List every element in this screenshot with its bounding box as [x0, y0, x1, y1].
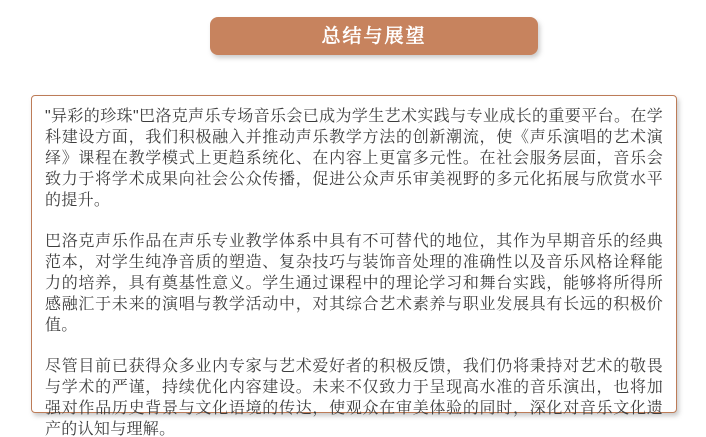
summary-title-banner: [210, 17, 538, 55]
summary-paragraph-1: "异彩的珍珠"巴洛克声乐专场音乐会已成为学生艺术实践与专业成长的重要平台。在学科建设方面，我们积极融入并推动声乐教学方法的创新潮流，使《声乐演唱的艺术演绎》课程在教学模式上更趋系统化、在内容上更富多元性。在社会服务层面，音乐会致力于将学术成果向社会公众传播，促进公众声乐审美视野的多元化拓展与欣赏水平的提升。: [45, 108, 663, 209]
summary-paragraph-2: 巴洛克声乐作品在声乐专业教学体系中具有不可替代的地位，其作为早期音乐的经典范本，对学生纯净音质的塑造、复杂技巧与装饰音处理的准确性以及音乐风格诠释能力的培养，具有奠基性意义。学生通过课程中的理论学习和舞台实践，能够将所得所感融汇于未来的演唱与教学活动中，对其综合艺术素养与职业发展具有长远的积极价值。: [45, 233, 663, 334]
summary-content-panel: [31, 95, 677, 437]
summary-paragraph-3: 尽管目前已获得众多业内专家与艺术爱好者的积极反馈，我们仍将秉持对艺术的敬畏与学术的严谨，持续优化内容建设。未来不仅致力于呈现高水准的音乐演出，也将加强对作品历史背景与文化语境的传达，使观众在审美体验的同时，深化对音乐文化遗产的认知与理解。: [45, 358, 663, 437]
page-title: 总结与展望: [321, 25, 427, 47]
